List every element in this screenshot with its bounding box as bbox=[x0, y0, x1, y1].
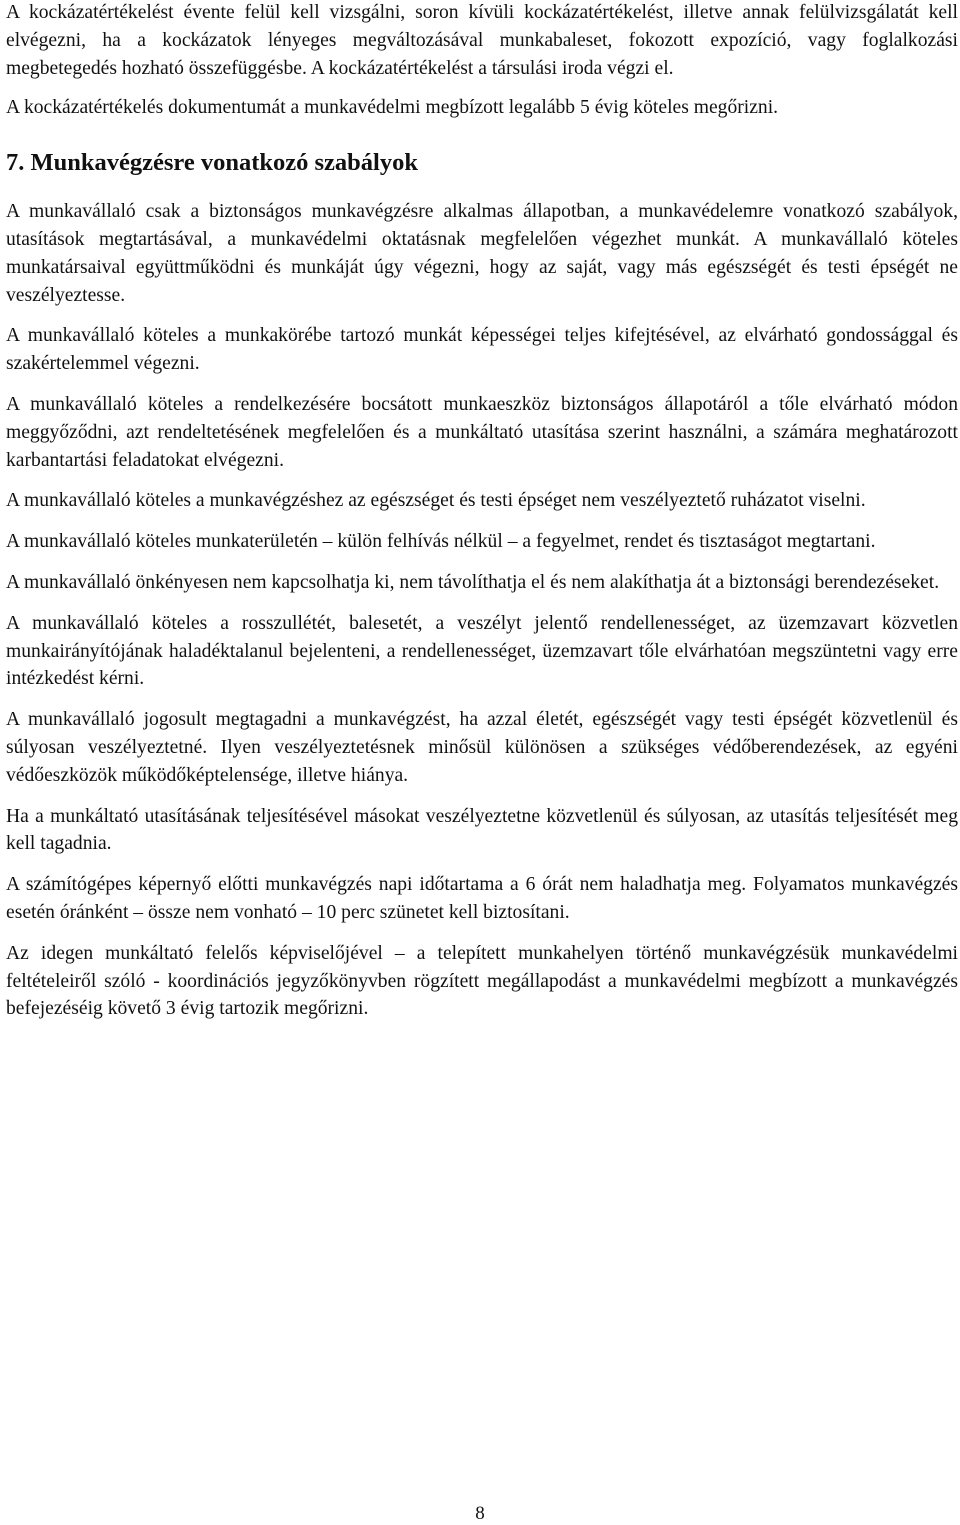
document-page bbox=[6, 0, 958, 1023]
intro-paragraph-1: A kockázatértékelést évente felül kell vizsgálni, soron kívüli kockázatértékelést, illetve annak felülvizsgálatát kell elvégezni, ha a kockázatok lényeges megváltozásával munkabaleset, fokozott expozíció, vagy foglalkozási megbetegedés hozható összefüggésbe. A kockázatértékelést a társulási iroda végzi el. bbox=[6, 2, 958, 79]
section-paragraph-3: A munkavállaló köteles a rendelkezésére bocsátott munkaeszköz biztonságos állapotáról a tőle elvárható módon meggyőződni, azt rendeltetésének megfelelően és a munkáltató utasítása szerint használni, a számára meghatározott karbantartási feladatokat elvégezni. bbox=[6, 393, 958, 471]
section-paragraph-8: A munkavállaló jogosult megtagadni a munkavégzést, ha azzal életét, egészségét vagy testi épségét közvetlenül és súlyosan veszélyeztetné. Ilyen veszélyeztetésnek minősül különösen a szükséges védőberendezések, az egyéni védőeszközök működőképtelensége, illetve hiánya. bbox=[6, 709, 958, 786]
section-paragraph-7: A munkavállaló köteles a rosszullétét, balesetét, a veszélyt jelentő rendellenességet, az üzemzavart közvetlen munkairányítójának haladéktalanul bejelenteni, a rendellenességet, üzemzavart tőle elvárhatóan megszüntetni vagy erre intézkedést kérni. bbox=[6, 612, 958, 690]
section-paragraph-10: A számítógépes képernyő előtti munkavégzés napi időtartama a 6 órát nem haladhatja meg. Folyamatos munkavégzés esetén óránként – össze nem vonható – 10 perc szünetet kell biztosítani. bbox=[6, 874, 958, 923]
intro-paragraph-2: A kockázatértékelés dokumentumát a munkavédelmi megbízott legalább 5 évig köteles megőrizni. bbox=[6, 97, 779, 119]
section-paragraph-4: A munkavállaló köteles a munkavégzéshez az egészséget és testi épséget nem veszélyeztető ruházatot viselni. bbox=[6, 490, 866, 512]
section-heading: 7. Munkavégzésre vonatkozó szabályok bbox=[6, 149, 418, 177]
section-paragraph-9: Ha a munkáltató utasításának teljesítésével másokat veszélyeztetne közvetlenül és súlyosan, az utasítás teljesítését meg kell tagadnia. bbox=[6, 805, 958, 855]
page-number: 8 bbox=[475, 1503, 485, 1524]
section-paragraph-6: A munkavállaló önkényesen nem kapcsolhatja ki, nem távolíthatja el és nem alakíthatja át a biztonsági berendezéseket. bbox=[6, 571, 940, 593]
section-paragraph-1: A munkavállaló csak a biztonságos munkavégzésre alkalmas állapotban, a munkavédelemre vonatkozó szabályok, utasítások megtartásával, a munkavédelmi oktatásnak megfelelően végezhet munkát. A munkavállaló köteles munkatársaival együttműködni és munkáját úgy végezni, hogy az saját, vagy más egészségét és testi épségét ne veszélyeztesse. bbox=[6, 201, 958, 306]
section-paragraph-2: A munkavállaló köteles a munkakörébe tartozó munkát képességei teljes kifejtésével, az elvárható gondossággal és szakértelemmel végezni. bbox=[6, 325, 958, 375]
section-paragraph-5: A munkavállaló köteles munkaterületén – külön felhívás nélkül – a fegyelmet, rendet és tisztaságot megtartani. bbox=[6, 531, 876, 553]
section-paragraph-11: Az idegen munkáltató felelős képviselőjével – a telepített munkahelyen történő munkavégzésük munkavédelmi feltételeiről szóló - koordinációs jegyzőkönyvben rögzített megállapodást a munkavédelmi megbízott a munkavégzés befejezéséig követő 3 évig tartozik megőrizni. bbox=[6, 942, 958, 1020]
